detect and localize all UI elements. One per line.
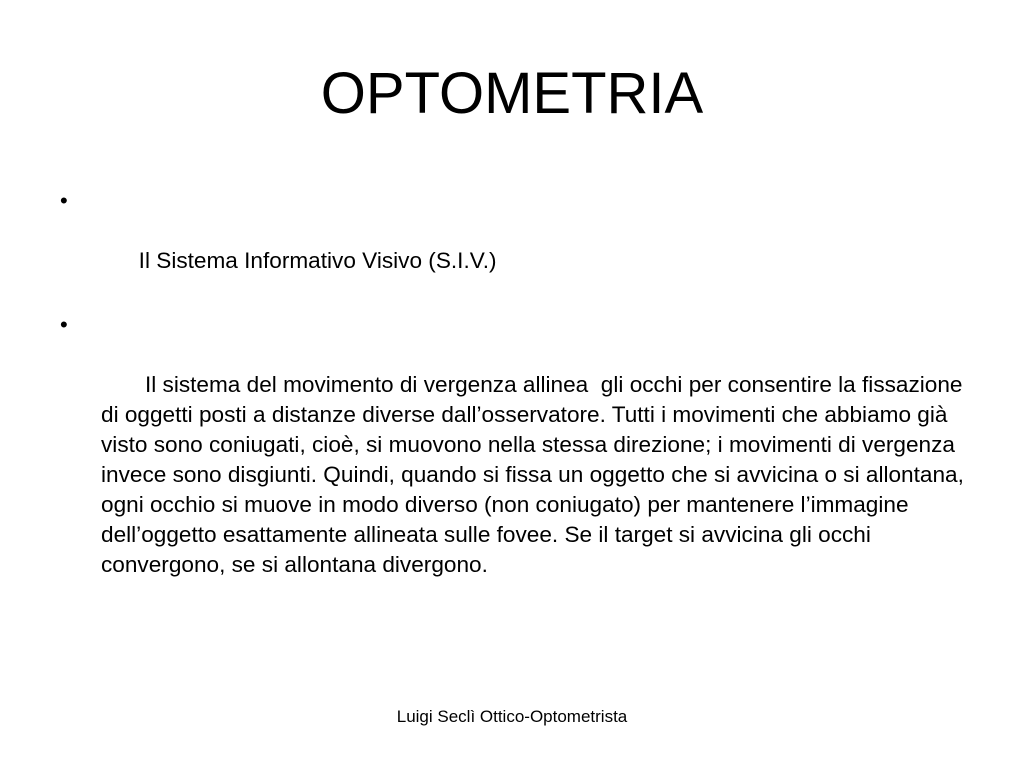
bullet-icon: •: [60, 188, 68, 213]
bullet-icon: •: [60, 312, 68, 337]
slide-title: OPTOMETRIA: [320, 61, 704, 126]
bullet-text: Il Sistema Informativo Visivo (S.I.V.): [138, 248, 497, 273]
bullet-list: [60, 186, 970, 614]
bullet-item-siv: [60, 186, 970, 306]
bullet-text: Il sistema del movimento di vergenza allinea gli occhi per consentire la fissazione di oggetti posti a distanze diverse dall’osservatore. Tutti i movimenti che abbiamo già visto sono coniugati, cioè, si muovono nella stessa direzione; i movimenti di vergenza invece sono disgiunti. Quindi, quando si fissa un oggetto che si avvicina o si allontana, ogni occhio si muove in modo diverso (non coniugato) per mantenere l’immagine dell’oggetto esattamente allineata sulle fovee. Se il target si avvicina gli occhi convergono, se si allontana divergono.: [101, 372, 971, 577]
bullet-item-vergence: [60, 310, 970, 610]
slide-footer: Luigi Seclì Ottico-Optometrista: [396, 707, 628, 726]
